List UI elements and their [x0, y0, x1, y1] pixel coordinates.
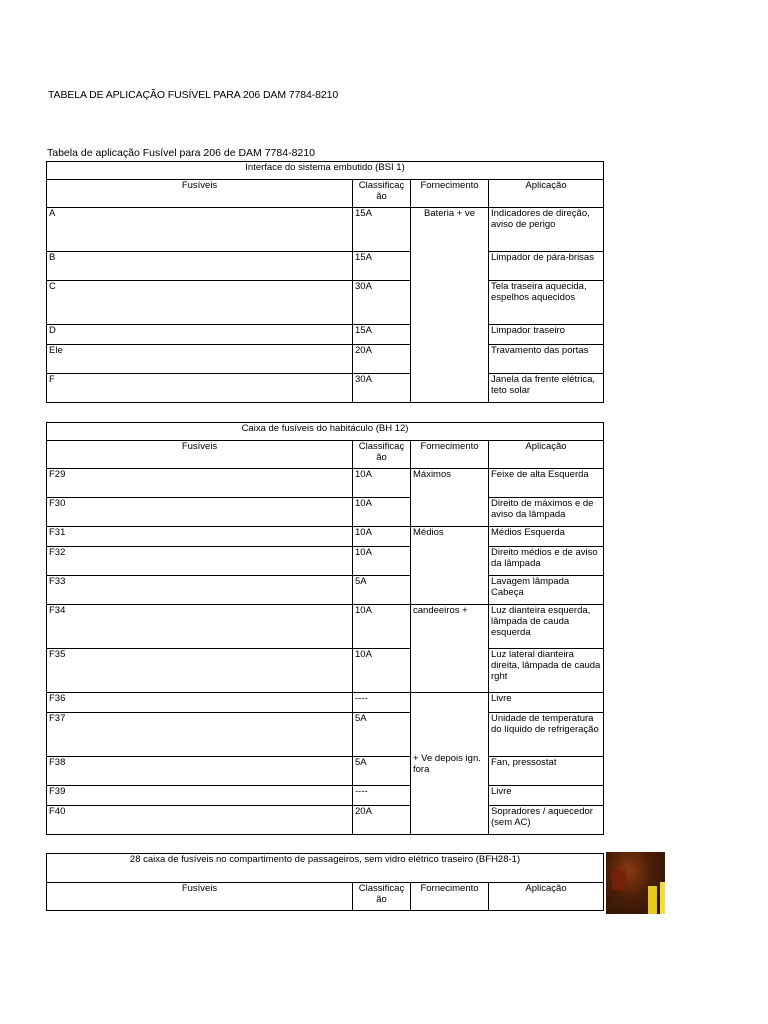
fuse-id: B — [47, 252, 353, 281]
table-row — [47, 713, 604, 757]
fuse-id: F40 — [47, 806, 353, 835]
fuse-rating: 15A — [353, 325, 411, 345]
fuse-id: Ele — [47, 345, 353, 374]
table-row — [47, 547, 604, 576]
fuse-application: Lavagem lâmpada Cabeça — [489, 576, 604, 605]
bh12-fuse-table — [46, 422, 604, 835]
fuse-application: Médios Esquerda — [489, 527, 604, 547]
supply-cell: Máximos — [411, 469, 489, 527]
fuse-rating: 10A — [353, 527, 411, 547]
supply-cell: Médios — [411, 527, 489, 605]
fuse-id: F31 — [47, 527, 353, 547]
fuse-rating: 5A — [353, 757, 411, 786]
header-classification: Classificaç ão — [353, 180, 411, 208]
fuse-application: Direito de máximos e de aviso da lâmpada — [489, 498, 604, 527]
fuse-rating: 10A — [353, 469, 411, 498]
fuse-application: Direito médios e de aviso da lâmpada — [489, 547, 604, 576]
document-title: TABELA DE APLICAÇÃO FUSÍVEL PARA 206 DAM 7784-8210 — [48, 89, 339, 101]
fuse-rating: 10A — [353, 649, 411, 693]
fuse-application: Unidade de temperatura do líquido de refrigeração — [489, 713, 604, 757]
header-supply: Fornecimento — [411, 441, 489, 469]
header-application: Aplicação — [489, 441, 604, 469]
fuse-id: F29 — [47, 469, 353, 498]
fuse-id: F30 — [47, 498, 353, 527]
header-application: Aplicação — [489, 883, 604, 911]
header-fuses: Fusíveis — [47, 180, 353, 208]
fuse-rating: 10A — [353, 605, 411, 649]
header-supply: Fornecimento — [411, 883, 489, 911]
table-row — [47, 605, 604, 649]
table-row — [47, 252, 604, 281]
fuse-application: Livre — [489, 786, 604, 806]
fuse-rating: 20A — [353, 806, 411, 835]
fuse-application: Feixe de alta Esquerda — [489, 469, 604, 498]
fuse-application: Janela da frente elétrica, teto solar — [489, 374, 604, 403]
fuse-rating: ---- — [353, 693, 411, 713]
header-application: Aplicação — [489, 180, 604, 208]
fuse-id: F32 — [47, 547, 353, 576]
table-row — [47, 208, 604, 252]
header-fuses: Fusíveis — [47, 441, 353, 469]
fuse-application: Tela traseira aquecida, espelhos aquecidos — [489, 281, 604, 325]
fuse-box-photo — [606, 852, 665, 914]
supply-cell: candeeiros + — [411, 605, 489, 693]
fuse-rating: ---- — [353, 786, 411, 806]
fuse-application: Travamento das portas — [489, 345, 604, 374]
header-fuses: Fusíveis — [47, 883, 353, 911]
table-row — [47, 649, 604, 693]
fuse-rating: 10A — [353, 498, 411, 527]
table-header-row — [47, 441, 604, 469]
fuse-application: Livre — [489, 693, 604, 713]
table-row — [47, 469, 604, 498]
table-caption: 28 caixa de fusíveis no compartimento de passageiros, sem vidro elétrico traseiro (BFH28-1) — [47, 854, 604, 883]
header-supply: Fornecimento — [411, 180, 489, 208]
fuse-application: Sopradores / aquecedor (sem AC) — [489, 806, 604, 835]
fuse-rating: 5A — [353, 713, 411, 757]
fuse-id: F33 — [47, 576, 353, 605]
table-row — [47, 693, 604, 713]
fuse-application: Luz dianteira esquerda, lâmpada de cauda esquerda — [489, 605, 604, 649]
document-subtitle: Tabela de aplicação Fusível para 206 de DAM 7784-8210 — [47, 147, 315, 159]
table-row — [47, 498, 604, 527]
header-classification: Classificaç ão — [353, 883, 411, 911]
fuse-rating: 15A — [353, 252, 411, 281]
fuse-id: F39 — [47, 786, 353, 806]
fuse-id: F — [47, 374, 353, 403]
fuse-id: D — [47, 325, 353, 345]
header-classification: Classificaç ão — [353, 441, 411, 469]
table-row — [47, 325, 604, 345]
table-row — [47, 757, 604, 786]
fuse-application: Limpador de pára-brisas — [489, 252, 604, 281]
fuse-rating: 30A — [353, 281, 411, 325]
fuse-rating: 30A — [353, 374, 411, 403]
table-header-row — [47, 883, 604, 911]
fuse-rating: 5A — [353, 576, 411, 605]
fuse-id: F38 — [47, 757, 353, 786]
fuse-id: F35 — [47, 649, 353, 693]
fuse-id: F34 — [47, 605, 353, 649]
table-row — [47, 786, 604, 806]
fuse-application: Limpador traseiro — [489, 325, 604, 345]
bsi-fuse-table — [46, 161, 604, 403]
fuse-application: Luz lateral dianteira direita, lâmpada de cauda rght — [489, 649, 604, 693]
table-row — [47, 806, 604, 835]
table-row — [47, 576, 604, 605]
bfh28-fuse-table — [46, 853, 604, 911]
supply-cell: Bateria + ve — [411, 208, 489, 403]
supply-cell: + Ve depois ign. fora — [411, 693, 489, 835]
fuse-application: Fan, pressostat — [489, 757, 604, 786]
table-caption: Caixa de fusíveis do habitáculo (BH 12) — [47, 423, 604, 441]
table-header-row — [47, 180, 604, 208]
fuse-rating: 15A — [353, 208, 411, 252]
fuse-id: C — [47, 281, 353, 325]
fuse-id: F37 — [47, 713, 353, 757]
fuse-rating: 10A — [353, 547, 411, 576]
fuse-application: Indicadores de direção, aviso de perigo — [489, 208, 604, 252]
table-row — [47, 527, 604, 547]
fuse-id: F36 — [47, 693, 353, 713]
fuse-id: A — [47, 208, 353, 252]
fuse-rating: 20A — [353, 345, 411, 374]
table-row — [47, 345, 604, 374]
table-row — [47, 281, 604, 325]
table-caption: Interface do sistema embutido (BSI 1) — [47, 162, 604, 180]
table-row — [47, 374, 604, 403]
